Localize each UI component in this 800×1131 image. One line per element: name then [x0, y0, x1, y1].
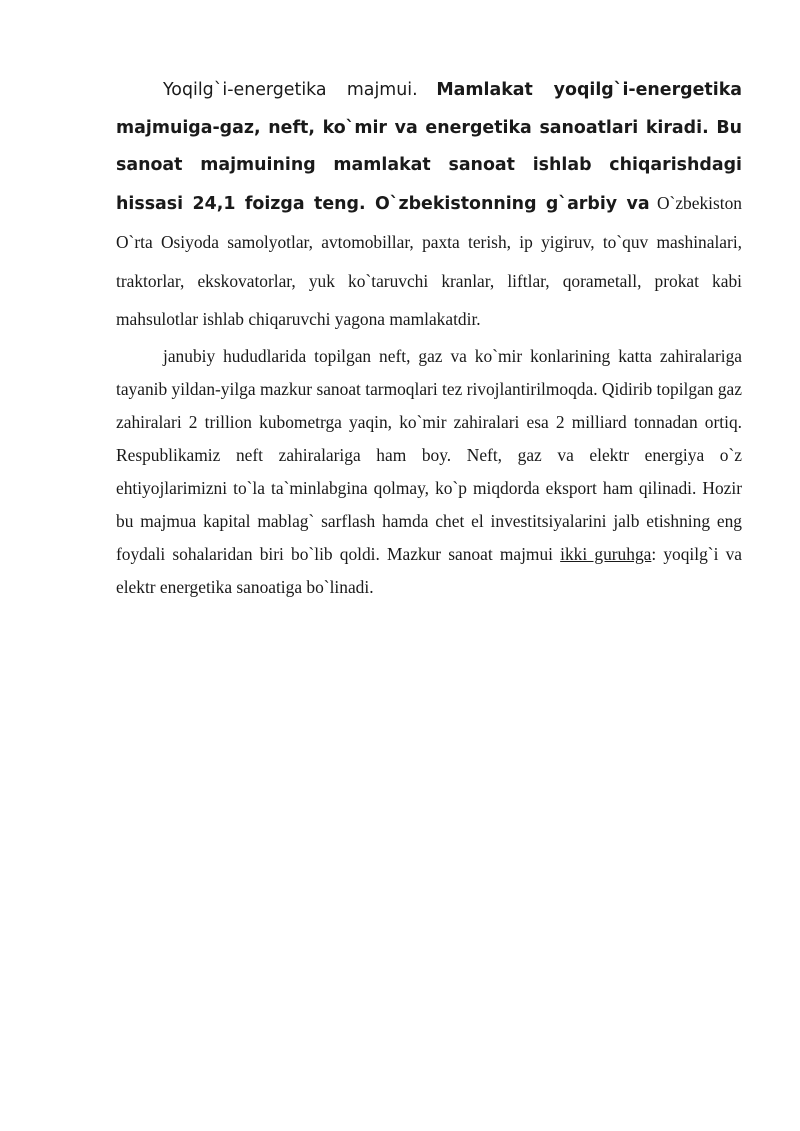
paragraph-1-text: O`zbekiston O`rta Osiyoda samolyotlar, avtomobillar, paxta terish, ip yigiruv, to`quv mashinalari, traktorlar, ekskovatorlar, yuk ko`taruvchi kranlar, liftlar, qorametall, prokat kabi mahsulotlar ishlab chiqaruvchi yagona mamlakatdir.: [116, 193, 742, 330]
paragraph-2-ending: : yoqilg`i va elektr energetika sanoatiga bo`linadi.: [116, 543, 742, 597]
paragraph-1: [116, 72, 742, 340]
paragraph-2: [116, 340, 742, 604]
document-body: [116, 72, 742, 604]
bold-intro-text: Mamlakat yoqilg`i-energetika majmuiga-gaz, neft, ko`mir va energetika sanoatlari kiradi. Bu sanoat majmuining mamlakat sanoat ishlab chiqarishdagi hissasi 24,1 foizga teng. O`zbekistonning g`arbiy va: [116, 80, 742, 215]
ikki-guruhga-link[interactable]: ikki guruhga: [560, 543, 652, 564]
section-title: Yoqilg`i-energetika majmui.: [163, 80, 418, 100]
paragraph-2-text: janubiy hududlarida topilgan neft, gaz va ko`mir konlarining katta zahiralariga tayanib yildan-yilga mazkur sanoat tarmoqlari tez rivojlantirilmoqda. Qidirib topilgan gaz zahiralari 2 trillion kubometrga yaqin, ko`mir zahiralari esa 2 milliard tonnadan ortiq. Respublikamiz neft zahiralariga ham boy. Neft, gaz va elektr energiya o`z ehtiyojlarimizni to`la ta`minlabgina qolmay, ko`p miqdorda eksport ham qilinadi. Hozir bu majmua kapital mablag` sarflash hamda chet el investitsiyalarini jalb etishning eng foydali sohalaridan biri bo`lib qoldi. Mazkur sanoat majmui: [116, 345, 742, 564]
